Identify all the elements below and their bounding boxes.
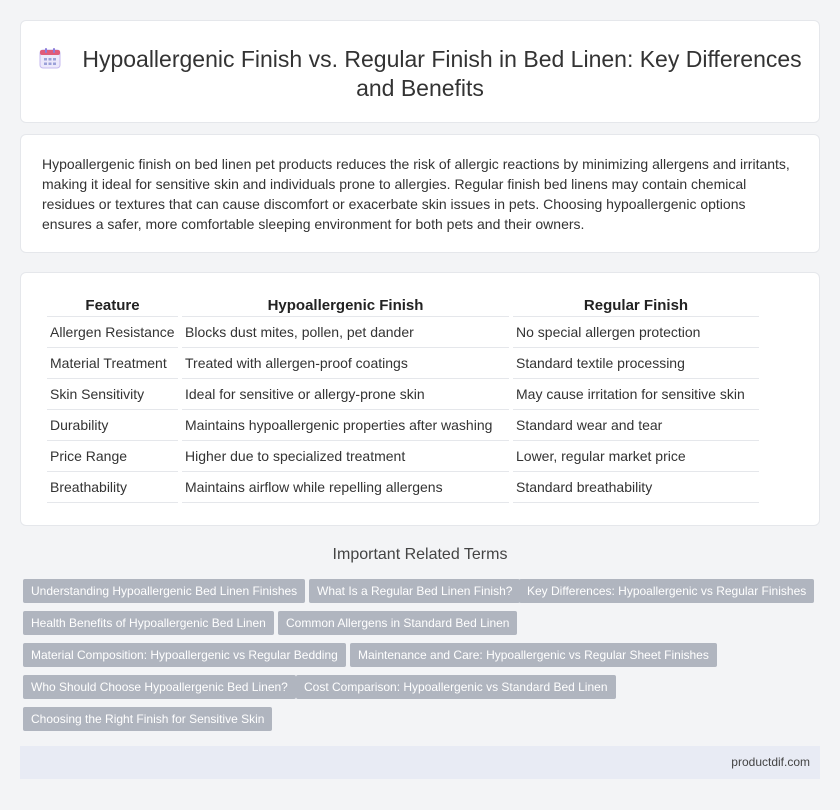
table-cell: Skin Sensitivity	[47, 379, 178, 410]
table-cell: Durability	[47, 410, 178, 441]
column-header-regular: Regular Finish	[513, 297, 759, 317]
table-row	[47, 410, 759, 441]
related-term-link[interactable]: Common Allergens in Standard Bed Linen	[278, 611, 517, 635]
table-cell: Treated with allergen-proof coatings	[182, 348, 509, 379]
table-cell: May cause irritation for sensitive skin	[513, 379, 759, 410]
table-cell: Standard breathability	[513, 472, 759, 503]
related-terms-heading: Important Related Terms	[332, 546, 508, 563]
related-term-link[interactable]: Maintenance and Care: Hypoallergenic vs Regular Sheet Finishes	[350, 643, 717, 667]
table-cell: Standard wear and tear	[513, 410, 759, 441]
related-term-link[interactable]: Cost Comparison: Hypoallergenic vs Standard Bed Linen	[296, 675, 616, 699]
table-cell: No special allergen protection	[513, 317, 759, 348]
related-term-link[interactable]: Material Composition: Hypoallergenic vs Regular Bedding	[23, 643, 346, 667]
table-cell: Allergen Resistance	[47, 317, 178, 348]
related-term-link[interactable]: What Is a Regular Bed Linen Finish?	[309, 579, 520, 603]
footer-site-link[interactable]: productdif.com	[731, 755, 810, 769]
table-row	[47, 441, 759, 472]
table-row	[47, 317, 759, 348]
table-row	[47, 379, 759, 410]
table-cell: Blocks dust mites, pollen, pet dander	[182, 317, 509, 348]
table-cell: Maintains airflow while repelling allergens	[182, 472, 509, 503]
related-term-link[interactable]: Choosing the Right Finish for Sensitive Skin	[23, 707, 272, 731]
related-term-link[interactable]: Health Benefits of Hypoallergenic Bed Linen	[23, 611, 274, 635]
table-cell: Higher due to specialized treatment	[182, 441, 509, 472]
comparison-table	[43, 297, 763, 503]
calendar-icon	[38, 46, 62, 70]
comparison-card	[20, 272, 820, 526]
intro-paragraph: Hypoallergenic finish on bed linen pet products reduces the risk of allergic reactions by minimizing allergens and irritants, making it ideal for sensitive skin and individuals prone to allergies. Regular finish bed linens may contain chemical residues or textures that can cause discomfort or exacerbate skin issues in pets. Choosing hypoallergenic options ensures a safer, more comfortable sleeping environment for both pets and their owners.	[42, 156, 790, 232]
related-term-link[interactable]: Understanding Hypoallergenic Bed Linen Finishes	[23, 579, 305, 603]
table-cell: Breathability	[47, 472, 178, 503]
table-cell: Standard textile processing	[513, 348, 759, 379]
related-term-link[interactable]: Who Should Choose Hypoallergenic Bed Linen?	[23, 675, 296, 699]
related-term-link[interactable]: Key Differences: Hypoallergenic vs Regular Finishes	[519, 579, 814, 603]
footer-bar	[20, 746, 820, 779]
table-row	[47, 348, 759, 379]
table-cell: Maintains hypoallergenic properties after washing	[182, 410, 509, 441]
table-header-row	[47, 297, 759, 317]
header-card	[20, 20, 820, 123]
table-row	[47, 472, 759, 503]
column-header-hypoallergenic: Hypoallergenic Finish	[182, 297, 509, 317]
table-cell: Price Range	[47, 441, 178, 472]
table-cell: Lower, regular market price	[513, 441, 759, 472]
page-title-wrap	[21, 45, 819, 103]
table-cell: Ideal for sensitive or allergy-prone skin	[182, 379, 509, 410]
column-header-feature: Feature	[47, 297, 178, 317]
page-title: Hypoallergenic Finish vs. Regular Finish in Bed Linen: Key Differences and Benefits	[82, 46, 802, 101]
intro-card	[20, 134, 820, 253]
table-cell: Material Treatment	[47, 348, 178, 379]
